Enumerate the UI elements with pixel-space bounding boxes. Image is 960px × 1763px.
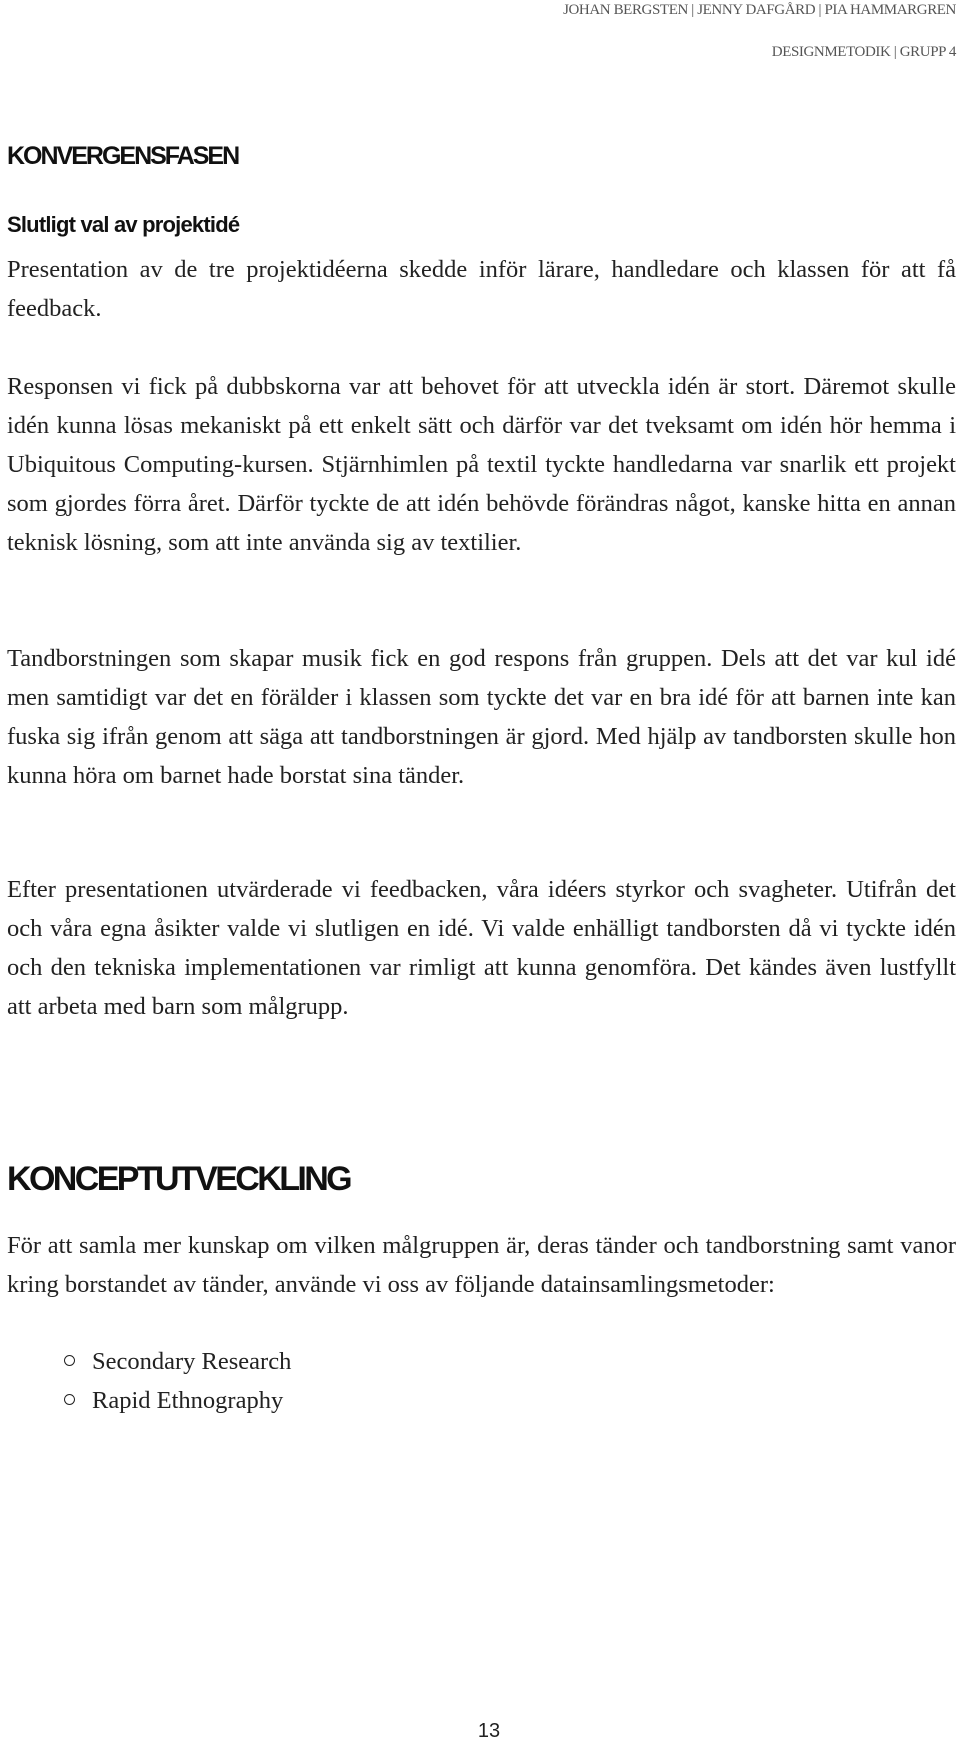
paragraph-presentation: Presentation av de tre projektidéerna skedde inför lärare, handledare och klassen för att få feedback. [7, 256, 956, 322]
paragraph-efter-presentationen: Efter presentationen utvärderade vi feedbacken, våra idéers styrkor och svagheter. Utifrån det och våra egna åsikter valde vi slutligen en idé. Vi valde enhälligt tandborsten då vi tyckte idén och den tekniska implementationen var rimligt att kunna genomföra. Det kändes även lustfyllt att arbeta med barn som målgrupp. [7, 876, 956, 1020]
page-number: 13 [477, 1720, 501, 1742]
list-item [62, 1342, 291, 1381]
circle-bullet-icon [64, 1394, 75, 1405]
paragraph-datainsamling: För att samla mer kunskap om vilken målgruppen är, deras tänder och tandborstning samt vanor kring borstandet av tänder, använde vi oss av följande datainsamlingsmetoder: [7, 1232, 956, 1298]
paragraph-tandborstningen: Tandborstningen som skapar musik fick en god respons från gruppen. Dels att det var kul idé men samtidigt var det en förälder i klassen som tyckte det var en bra idé för att barnen inte kan fuska sig ifrån genom att säga att tandborstningen är gjord. Med hjälp av tandborsten skulle hon kunna höra om barnet hade borstat sina tänder. [7, 645, 956, 789]
list-item [62, 1381, 291, 1420]
header-authors: JOHAN BERGSTEN | JENNY DAFGÅRD | PIA HAMMARGREN [563, 2, 956, 18]
method-rapid-ethnography: Rapid Ethnography [92, 1387, 284, 1414]
subheading-slutligt-val: Slutligt val av projektidé [7, 212, 240, 237]
header-course: DESIGNMETODIK | GRUPP 4 [771, 44, 956, 60]
section-heading-konceptutveckling: KONCEPTUTVECKLING [7, 1160, 351, 1198]
methods-list [62, 1342, 291, 1420]
section-heading-konvergensfasen: KONVERGENSFASEN [7, 142, 239, 170]
circle-bullet-icon [64, 1355, 75, 1366]
method-secondary-research: Secondary Research [92, 1348, 292, 1375]
paragraph-responsen: Responsen vi fick på dubbskorna var att behovet för att utveckla idén är stort. Däremot skulle idén kunna lösas mekaniskt på ett enkelt sätt och därför var det tveksamt om idén hör hemma i Ubiquitous Computing-kursen. Stjärnhimlen på textil tyckte handledarna var snarlik ett projekt som gjordes förra året. Därför tyckte de att idén behövde förändras något, kanske hitta en annan teknisk lösning, som att inte använda sig av textilier. [7, 373, 956, 556]
